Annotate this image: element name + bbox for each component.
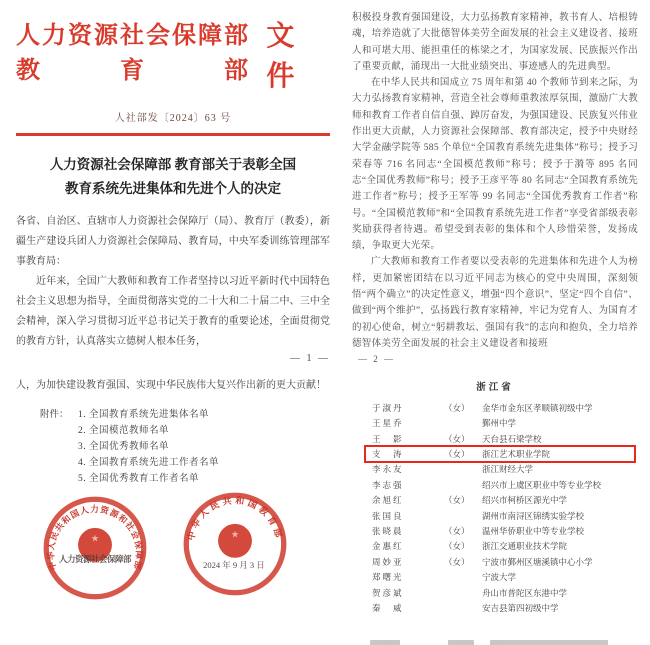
awardee-name: 张晓晨 bbox=[372, 526, 404, 537]
page-2 bbox=[352, 0, 638, 645]
list-item bbox=[352, 600, 638, 615]
awardee-gender: （女） bbox=[444, 495, 470, 506]
awardee-school: 金华市金东区孝顺镇初级中学 bbox=[482, 402, 593, 413]
awardee-school: 宁波大学 bbox=[482, 572, 517, 583]
awardee-school: 绍兴市上虞区职业中等专业学校 bbox=[482, 479, 602, 490]
awardee-name: 余旭红 bbox=[372, 495, 404, 506]
red-letterhead bbox=[16, 14, 330, 94]
attachment-item: 1. 全国教育系统先进集体名单 bbox=[78, 410, 210, 420]
attachment-item: 2. 全国模范教师名单 bbox=[78, 426, 170, 436]
awardee-name: 秦 威 bbox=[372, 603, 404, 613]
title-line-2: 教育系统先进集体和先进个人的决定 bbox=[65, 181, 281, 196]
awardee-school: 湖州市南浔区锦绣实验学校 bbox=[482, 510, 585, 521]
awardee-gender: （女） bbox=[444, 449, 470, 460]
list-item bbox=[352, 446, 638, 461]
awardee-name: 王 影 bbox=[372, 433, 404, 444]
list-item bbox=[352, 400, 638, 415]
body-paragraphs bbox=[16, 212, 330, 352]
awardee-school: 宁波市鄞州区塘溪镇中心小学 bbox=[482, 556, 593, 567]
list-item bbox=[352, 585, 638, 600]
document-date: 2024 年 9 月 3 日 bbox=[203, 560, 265, 570]
paragraph: 积极投身教育强国建设，大力弘扬教育家精神，教书育人、培根铸魂，培养造就了大批德智体美劳全面发展的社会主义建设者、接班人和可堪大用、能担重任的栋梁之才，为国家发展、民族振兴作出了重要贡献，涌现出一大批业绩突出、事迹感人的先进典型。 bbox=[352, 13, 638, 72]
awardee-school: 浙江财经大学 bbox=[482, 464, 534, 475]
awardee-name: 李志强 bbox=[372, 479, 404, 490]
list-item bbox=[352, 493, 638, 508]
awardee-list bbox=[352, 400, 638, 615]
document-number: 人社部发〔2024〕63 号 bbox=[114, 113, 232, 124]
list-item bbox=[352, 570, 638, 585]
attachments-label: 附件： bbox=[40, 410, 69, 420]
attachment-item: 3. 全国优秀教师名单 bbox=[78, 442, 170, 452]
awardee-gender: （女） bbox=[444, 541, 470, 552]
document-word: 文件 bbox=[266, 21, 299, 92]
document-title bbox=[16, 153, 330, 201]
red-divider-rule bbox=[16, 133, 330, 136]
awardee-gender: （女） bbox=[444, 526, 470, 537]
agency-line-2: 教 育 部 bbox=[16, 58, 250, 84]
awardee-school: 温州华侨职业中等专业学校 bbox=[482, 526, 585, 537]
list-item bbox=[352, 554, 638, 569]
svg-text:中华人民共和国教育部: 中华人民共和国教育部 bbox=[185, 495, 285, 542]
awardee-name: 于淑丹 bbox=[372, 402, 404, 413]
mohrss-official-seal-icon bbox=[42, 495, 148, 601]
awardee-school: 安吉县第四初级中学 bbox=[482, 603, 559, 613]
signature-agency-text: 人力资源社会保障部 bbox=[58, 554, 131, 564]
list-item bbox=[352, 416, 638, 431]
awardee-gender: （女） bbox=[444, 556, 470, 567]
awardee-name: 王星乔 bbox=[372, 418, 404, 429]
moe-official-seal-icon bbox=[182, 491, 288, 597]
awardee-school: 绍兴市柯桥区源光中学 bbox=[482, 495, 568, 506]
paragraph: 各省、自治区、直辖市人力资源社会保障厅（局）、教育厅（教委），新疆生产建设兵团人力资源社会保障局、教育局，中央军委训练管理部军事教育局： bbox=[16, 216, 330, 267]
agency-line-1: 人力资源社会保障部 bbox=[16, 23, 250, 49]
title-line-1: 人力资源社会保障部 教育部关于表彰全国 bbox=[49, 157, 297, 172]
attachment-item: 5. 全国优秀教育工作者名单 bbox=[78, 474, 200, 484]
awardee-name: 郑曙光 bbox=[372, 572, 404, 583]
awardee-school: 浙江艺术职业学院 bbox=[482, 449, 551, 460]
issuing-agencies bbox=[16, 19, 258, 89]
svg-text:★: ★ bbox=[230, 530, 240, 541]
list-item bbox=[352, 539, 638, 554]
awardee-name: 贺彦斌 bbox=[372, 587, 404, 598]
awardee-school: 天台县石梁学校 bbox=[482, 433, 542, 444]
paragraph: 广大教师和教育工作者要以受表彰的先进集体和先进个人为榜样，更加紧密团结在以习近平同志为核心的党中央周围，深刻领悟“两个确立”的决定性意义，增强“四个意识”、坚定“四个自信”、做到“两个维护”，弘扬践行教育家精神，牢记为党育人、为国育才的初心使命，树立“躬耕教坛、强国有我”的志向和抱负，全力培养德智体美劳全面发展的社会主义建设者和接班 bbox=[352, 257, 638, 349]
page-number-1: — 1 — bbox=[290, 353, 330, 364]
list-item bbox=[352, 462, 638, 477]
list-item bbox=[352, 523, 638, 538]
province-heading: 浙江省 bbox=[476, 383, 514, 394]
awardee-school: 舟山市普陀区东港中学 bbox=[482, 587, 568, 598]
svg-text:★: ★ bbox=[90, 534, 100, 545]
list-item bbox=[352, 508, 638, 523]
attachments-block bbox=[16, 407, 330, 487]
page-1 bbox=[16, 0, 330, 645]
awardee-school: 浙江交通职业技术学院 bbox=[482, 541, 568, 552]
awardee-name: 周妙亚 bbox=[372, 556, 404, 567]
paragraph: 近年来，全国广大教师和教育工作者坚持以习近平新时代中国特色社会主义思想为指导，全面贯彻落实党的二十大和二十届二中、三中全会精神，深入学习贯彻习近平总书记关于教育的重要论述，全面贯彻党的教育方针，认真落实立德树人根本任务， bbox=[16, 276, 330, 347]
paragraph: 在中华人民共和国成立 75 周年和第 40 个教师节到来之际，为大力弘扬教育家精神，营造全社会尊师重教浓厚氛围，激励广大教师和教育工作者自信自强、踔厉奋发，为强国建设、民族复兴伟业作出更大贡献，人力资源社会保障部、教育部决定，授予中央财经大学金融学院等 585 个单位“全国教育系统先进集体”称号；授予习荣春等 716 名同志“全国模范教师”称号；授予于漪等 895 名同志“全国优秀教师”称号；授予王彦平等 80 名同志“全国教育系统先进工作者”称号；授予王军等 99 名同志“全国优秀教育工作者”称号。“全国模范教师”和“全国教育系统先进工作者”享受省部级表彰奖励获得者待遇。希望受到表彰的集体和个人珍惜荣誉，发扬成绩，争取更大光荣。 bbox=[352, 78, 638, 252]
page-number-2: — 2 — bbox=[358, 354, 395, 365]
clipped-bottom-row bbox=[0, 640, 650, 645]
svg-text:中华人民共和国人力资源和社会保障部: 中华人民共和国人力资源和社会保障部 bbox=[45, 504, 145, 572]
page-2-paragraphs bbox=[352, 10, 638, 352]
awardee-name: 张国良 bbox=[372, 510, 404, 521]
list-item bbox=[352, 477, 638, 492]
continuation-paragraph: 人，为加快建设教育强国、实现中华民族伟大复兴作出新的更大贡献！ bbox=[16, 380, 326, 391]
awardee-name: 李永友 bbox=[372, 464, 404, 475]
awardee-school: 鄞州中学 bbox=[482, 418, 517, 429]
attachments-list bbox=[78, 407, 330, 487]
list-item bbox=[352, 431, 638, 446]
awardee-name: 支 涛 bbox=[372, 449, 404, 460]
awardee-name: 金惠红 bbox=[372, 541, 404, 552]
awardee-gender: （女） bbox=[444, 433, 470, 444]
seal-area bbox=[16, 489, 330, 607]
attachment-item: 4. 全国教育系统先进工作者名单 bbox=[78, 458, 220, 468]
awardee-gender: （女） bbox=[444, 402, 470, 413]
